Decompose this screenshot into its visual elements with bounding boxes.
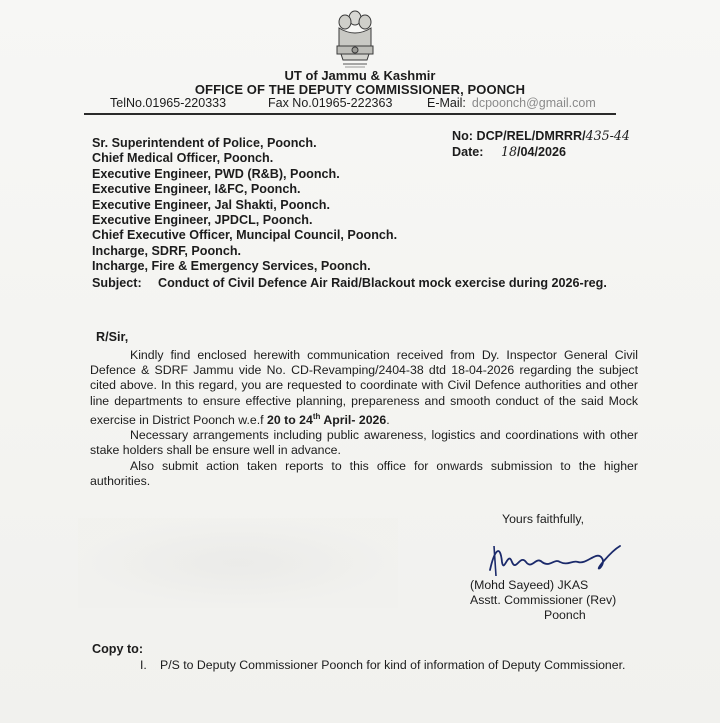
email-address: dcpoonch@gmail.com bbox=[471, 96, 596, 110]
date-label: Date: bbox=[452, 145, 484, 159]
body-paragraph-2: Necessary arrangements including public awareness, logistics and coordinations with other stake holders shall be ensure well in advance. bbox=[90, 428, 638, 458]
addressee-item: Executive Engineer, JPDCL, Poonch. bbox=[92, 213, 313, 228]
header-ut: UT of Jammu & Kashmir bbox=[284, 68, 436, 83]
fax-number: Fax No.01965-222363 bbox=[268, 96, 393, 110]
copy-item-text: P/S to Deputy Commissioner Poonch for kind of information of Deputy Commissioner. bbox=[160, 658, 626, 672]
copy-item-number: I. bbox=[140, 658, 147, 672]
signatory-place bbox=[470, 608, 616, 623]
addressee-item: Sr. Superintendent of Police, Poonch. bbox=[92, 136, 317, 150]
reference-number-label: No: DCP/REL/DMRRR/ bbox=[452, 129, 586, 143]
blurred-stamp-area bbox=[78, 518, 398, 608]
body-p1-end: . bbox=[386, 412, 390, 427]
date-handwritten-day: 18 bbox=[501, 144, 518, 159]
header-office: OFFICE OF THE DEPUTY COMMISSIONER, POONCH bbox=[194, 82, 526, 97]
addressee-item: Chief Medical Officer, Poonch. bbox=[92, 151, 274, 166]
reference-number-handwritten: 435-44 bbox=[585, 128, 630, 143]
subject-label: Subject: bbox=[92, 276, 142, 290]
telephone-number: TelNo.01965-220333 bbox=[110, 96, 227, 110]
closing: Yours faithfully, bbox=[502, 512, 585, 526]
national-emblem-icon bbox=[327, 8, 383, 72]
body-p1-dates: 20 to 24 bbox=[267, 412, 313, 427]
subject-text: Conduct of Civil Defence Air Raid/Blackout mock exercise during 2026-reg. bbox=[158, 276, 607, 290]
letter-body bbox=[90, 348, 638, 489]
addressee-item: Chief Executive Officer, Muncipal Council, Poonch. bbox=[92, 228, 398, 243]
copy-to-label: Copy to: bbox=[92, 642, 144, 656]
reference-date bbox=[452, 144, 630, 160]
email-line bbox=[427, 96, 596, 110]
header-divider bbox=[84, 113, 616, 115]
body-p1-month: April- 2026 bbox=[320, 412, 387, 427]
body-paragraph-1 bbox=[90, 348, 638, 428]
date-month-year: /04/2026 bbox=[517, 145, 567, 159]
email-label: E-Mail: bbox=[427, 96, 466, 110]
addressee-item: Executive Engineer, PWD (R&B), Poonch. bbox=[92, 166, 340, 181]
signatory bbox=[470, 578, 616, 623]
reference-block bbox=[452, 128, 630, 160]
signatory-designation: Asstt. Commissioner (Rev) bbox=[470, 593, 617, 607]
signatory-place-text: Poonch bbox=[544, 608, 586, 622]
addressee-item: Executive Engineer, I&FC, Poonch. bbox=[92, 182, 301, 197]
body-p1-superscript: th bbox=[312, 411, 321, 421]
reference-number bbox=[452, 128, 630, 144]
addressee-list bbox=[92, 136, 397, 275]
addressee-item: Incharge, Fire & Emergency Services, Poonch. bbox=[92, 259, 371, 274]
signatory-name: (Mohd Sayeed) JKAS bbox=[470, 578, 589, 592]
salutation: R/Sir, bbox=[96, 330, 129, 344]
addressee-item: Executive Engineer, Jal Shakti, Poonch. bbox=[92, 197, 330, 212]
addressee-item: Incharge, SDRF, Poonch. bbox=[92, 243, 242, 258]
body-paragraph-3: Also submit action taken reports to this office for onwards submission to the higher authorities. bbox=[90, 458, 638, 488]
body-p1-text: Kindly find enclosed herewith communication received from Dy. Inspector General Civil Defence & SDRF Jammu vide No. CD-Revamping/2404-38 dtd 18-04-2026 regarding the subject cited above. In this regard, you are requested to coordinate with Civil Defence authorities and other line departments to ensure effective planning, prepareness and smooth conduct of the said Mock exercise in District Poonch w.e.f bbox=[90, 348, 638, 427]
handwritten-signature bbox=[480, 532, 630, 582]
